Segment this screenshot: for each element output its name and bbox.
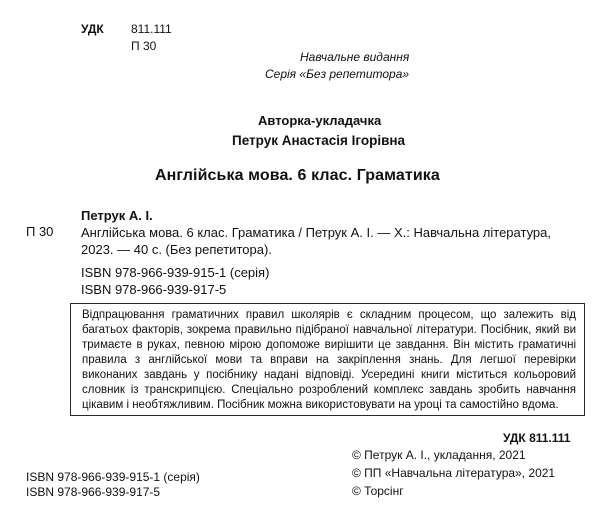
catalog-isbn-book: ISBN 978-966-939-917-5 <box>81 282 227 297</box>
footer-isbn-book: ISBN 978-966-939-917-5 <box>26 485 161 499</box>
catalog-code: П 30 <box>26 224 54 239</box>
footer-udk: УДК 811.111 <box>503 431 571 445</box>
catalog-isbn-series: ISBN 978-966-939-915-1 (серія) <box>81 265 270 280</box>
udk-author-code: П 30 <box>131 39 157 53</box>
abstract-text: Відпрацювання граматичних правил школярів є складним процесом, що залежить від багатьох факторів, зокрема правильно підібраної навчальної літератури. Посібник, який ви тримаєте в руках, певною мірою допоможе вирішити це завдання. Він містить граматичні правила з англійської мови та вправи на закріплення знань. Для легшої перевірки виконаних завдань у посібнику надані відповіді. Усередині книги міститься кольоровий словник із транскрипцією. Спеціально розроблений комплекс завдань зробить навчання цікавим і необтяжливим. Посібник можна використовувати на уроці та самостійно вдома. <box>82 309 576 411</box>
catalog-description: Англійська мова. 6 клас. Граматика / Петрук А. І. — Х.: Навчальна література, 2023. — 40 с. (Без репетитора). <box>81 225 551 257</box>
copyright-author: © Петрук А. І., укладання, 2021 <box>352 448 526 462</box>
catalog-author: Петрук А. І. <box>81 208 153 223</box>
series-name: Серія «Без репетитора» <box>265 67 410 81</box>
copyright-design: © Торсінг <box>352 484 404 498</box>
udk-label: УДК <box>81 22 104 36</box>
udk-value: 811.111 <box>131 22 172 36</box>
footer-isbn-series: ISBN 978-966-939-915-1 (серія) <box>26 470 200 484</box>
copyright-publisher: © ПП «Навчальна література», 2021 <box>352 466 556 480</box>
author-role: Авторка-укладачка <box>258 113 382 128</box>
edition-type: Навчальне видання <box>300 50 410 64</box>
author-name: Петрук Анастасія Ігорівна <box>232 133 406 148</box>
book-title: Англійська мова. 6 клас. Граматика <box>155 167 440 184</box>
